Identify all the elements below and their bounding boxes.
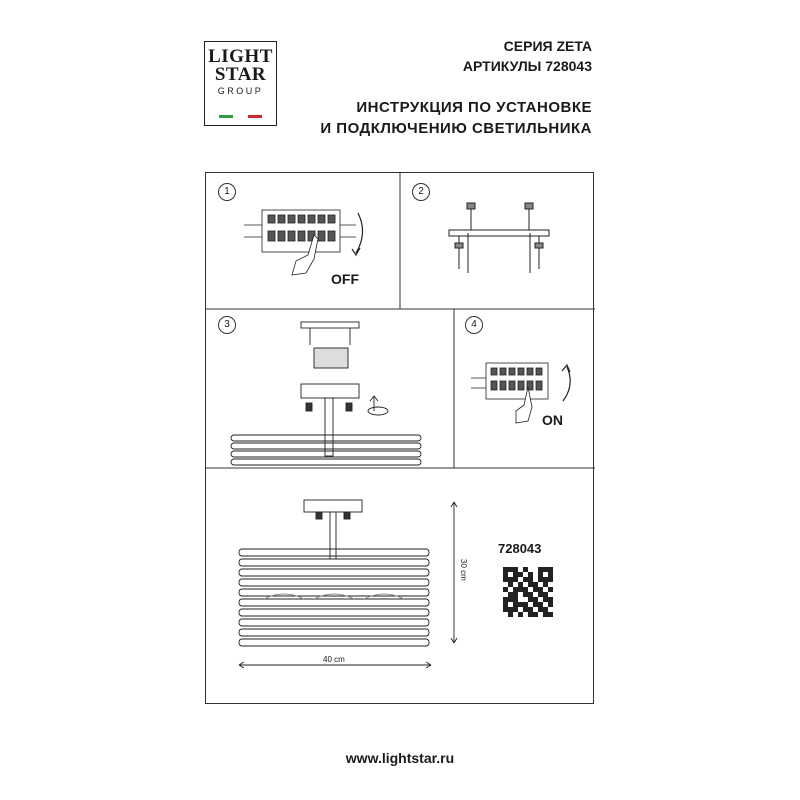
breaker-off-icon: [244, 210, 363, 275]
instruction-title-line-1: ИНСТРУКЦИЯ ПО УСТАНОВКЕ: [356, 99, 592, 116]
fixture-assembly-icon: [231, 322, 421, 465]
model-number: 728043: [498, 541, 542, 556]
off-label: OFF: [331, 271, 359, 287]
qr-code-icon: [503, 567, 553, 617]
step-1-number: 1: [218, 183, 236, 201]
logo-line-3: GROUP: [217, 86, 264, 96]
logo-line-1: LIGHT: [208, 46, 273, 67]
instruction-diagram: [206, 173, 595, 705]
step-3-number: 3: [218, 316, 236, 334]
step-2-number: 2: [412, 183, 430, 201]
step-4-number: 4: [465, 316, 483, 334]
mounting-plate-icon: [449, 203, 549, 273]
article-number: АРТИКУЛЫ 728043: [462, 58, 592, 74]
brand-logo: [204, 41, 277, 126]
logo-line-2: STAR: [214, 64, 267, 85]
series-title: СЕРИЯ ZETA: [503, 38, 592, 54]
height-dimension: 30 cm: [459, 559, 468, 581]
instruction-title-line-2: И ПОДКЛЮЧЕНИЮ СВЕТИЛЬНИКА: [320, 120, 592, 137]
width-dimension: 40 cm: [323, 655, 345, 664]
product-drawing: [239, 500, 457, 668]
website-url[interactable]: www.lightstar.ru: [345, 750, 455, 766]
instruction-diagram-frame: [205, 172, 594, 704]
on-label: ON: [542, 412, 563, 428]
italian-flag-icon: [219, 115, 262, 118]
